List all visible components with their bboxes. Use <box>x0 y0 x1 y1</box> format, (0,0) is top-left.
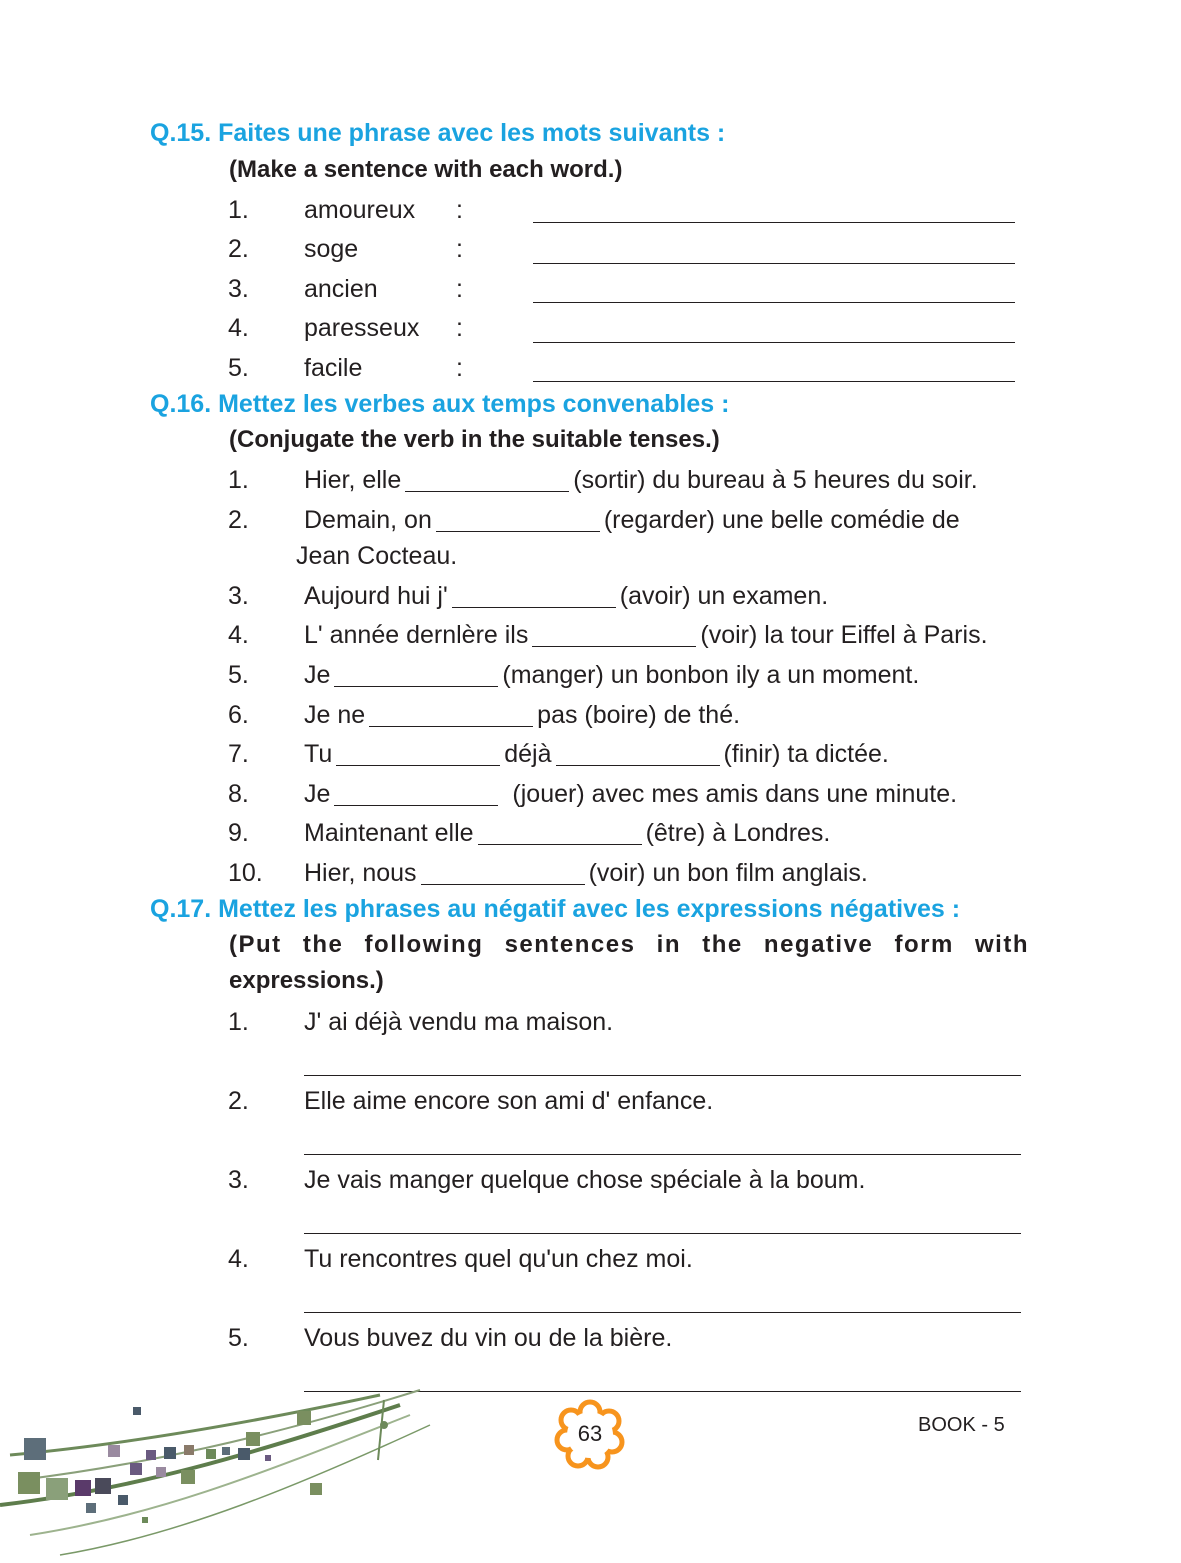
page-number: 63 <box>577 1421 603 1446</box>
verb-blank[interactable] <box>436 530 600 532</box>
answer-line[interactable] <box>304 1154 1021 1155</box>
sentence <box>304 503 960 537</box>
sentence-start: Maintenant elle <box>304 819 474 847</box>
verb-blank[interactable] <box>369 725 533 727</box>
sentence <box>304 777 957 811</box>
item-number: 1. <box>228 196 249 224</box>
sentence <box>304 816 830 850</box>
q17-title: Q.17. Mettez les phrases au négatif avec les expressions négatives : <box>150 895 961 923</box>
q17-subtitle-line2: expressions.) <box>229 967 384 994</box>
sentence-start: Tu <box>304 740 333 768</box>
sentence <box>304 658 919 692</box>
q16-subtitle: (Conjugate the verb in the suitable tenses.) <box>229 426 720 453</box>
item-number: 10. <box>228 859 263 887</box>
vocab-word: soge <box>304 235 359 263</box>
item-number: 3. <box>228 582 249 610</box>
sentence <box>304 737 889 771</box>
colon: : <box>456 314 463 342</box>
item-number: 2. <box>228 235 249 263</box>
item-number: 1. <box>228 1008 249 1036</box>
sentence-middle: déjà <box>504 740 552 768</box>
vocab-word: paresseux <box>304 314 420 342</box>
verb-blank[interactable] <box>334 685 498 687</box>
sentence-end: (regarder) une belle comédie de <box>603 506 960 534</box>
sentence-end: (avoir) un examen. <box>619 582 829 610</box>
sentence-end: pas (boire) de thé. <box>537 701 741 729</box>
answer-line[interactable] <box>304 1075 1021 1076</box>
verb-blank[interactable] <box>334 804 498 806</box>
sentence-end: (manger) un bonbon ily a un moment. <box>502 661 920 689</box>
answer-line[interactable] <box>533 342 1015 343</box>
sentence <box>304 698 740 732</box>
sentence-start: Je ne <box>304 701 366 729</box>
sentence-start: Aujourd hui j' <box>304 582 448 610</box>
sentence-start: Hier, nous <box>304 859 417 887</box>
answer-line[interactable] <box>533 302 1015 303</box>
answer-line[interactable] <box>533 381 1015 382</box>
item-number: 2. <box>228 1087 249 1115</box>
q17-subtitle <box>229 927 1029 999</box>
sentence-start: Je <box>304 661 331 689</box>
q16-title: Q.16. Mettez les verbes aux temps convenables : <box>150 390 730 418</box>
verb-blank[interactable] <box>336 764 500 766</box>
item-number: 8. <box>228 780 249 808</box>
sentence-start: Je <box>304 780 331 808</box>
page-number-badge <box>554 1398 626 1470</box>
q15-title: Q.15. Faites une phrase avec les mots suivants : <box>150 119 726 147</box>
sentence: Vous buvez du vin ou de la bière. <box>304 1324 673 1352</box>
vocab-word: facile <box>304 354 363 382</box>
sentence-end: (sortir) du bureau à 5 heures du soir. <box>573 466 978 494</box>
colon: : <box>456 235 463 263</box>
verb-blank[interactable] <box>405 490 569 492</box>
item-number: 2. <box>228 506 249 534</box>
item-number: 5. <box>228 661 249 689</box>
verb-blank[interactable] <box>556 764 720 766</box>
answer-line[interactable] <box>533 222 1015 223</box>
sentence-continuation: Jean Cocteau. <box>296 542 458 570</box>
verb-blank[interactable] <box>478 843 642 845</box>
verb-blank[interactable] <box>421 883 585 885</box>
sentence: Tu rencontres quel qu'un chez moi. <box>304 1245 693 1273</box>
item-number: 4. <box>228 314 249 342</box>
sentence <box>304 618 988 652</box>
sentence <box>304 856 868 890</box>
sentence: Je vais manger quelque chose spéciale à la boum. <box>304 1166 866 1194</box>
item-number: 9. <box>228 819 249 847</box>
sentence <box>304 463 978 497</box>
verb-blank[interactable] <box>452 606 616 608</box>
item-number: 1. <box>228 466 249 494</box>
verb-blank[interactable] <box>532 645 696 647</box>
answer-line[interactable] <box>304 1233 1021 1234</box>
answer-line[interactable] <box>533 263 1015 264</box>
colon: : <box>456 196 463 224</box>
sentence-end: (être) à Londres. <box>645 819 831 847</box>
vocab-word: amoureux <box>304 196 416 224</box>
sentence: Elle aime encore son ami d' enfance. <box>304 1087 714 1115</box>
colon: : <box>456 354 463 382</box>
item-number: 3. <box>228 275 249 303</box>
colon: : <box>456 275 463 303</box>
sentence-end: (voir) la tour Eiffel à Paris. <box>700 621 988 649</box>
sentence <box>304 579 828 613</box>
item-number: 7. <box>228 740 249 768</box>
book-label: BOOK - 5 <box>918 1414 1005 1436</box>
sentence-start: L' année dernlère ils <box>304 621 529 649</box>
item-number: 4. <box>228 1245 249 1273</box>
sentence-start: Demain, on <box>304 506 432 534</box>
q17-subtitle-line1: (Put the following sentences in the negative form with <box>229 931 1029 958</box>
sentence: J' ai déjà vendu ma maison. <box>304 1008 614 1036</box>
item-number: 5. <box>228 354 249 382</box>
decorative-swirl-graphic <box>0 1385 440 1563</box>
sentence-end: (finir) ta dictée. <box>723 740 889 768</box>
sentence-start: Hier, elle <box>304 466 402 494</box>
sentence-end: (voir) un bon film anglais. <box>588 859 868 887</box>
vocab-word: ancien <box>304 275 378 303</box>
answer-line[interactable] <box>304 1312 1021 1313</box>
q15-subtitle: (Make a sentence with each word.) <box>229 156 623 183</box>
item-number: 5. <box>228 1324 249 1352</box>
item-number: 3. <box>228 1166 249 1194</box>
item-number: 6. <box>228 701 249 729</box>
sentence-end: (jouer) avec mes amis dans une minute. <box>512 780 958 808</box>
item-number: 4. <box>228 621 249 649</box>
